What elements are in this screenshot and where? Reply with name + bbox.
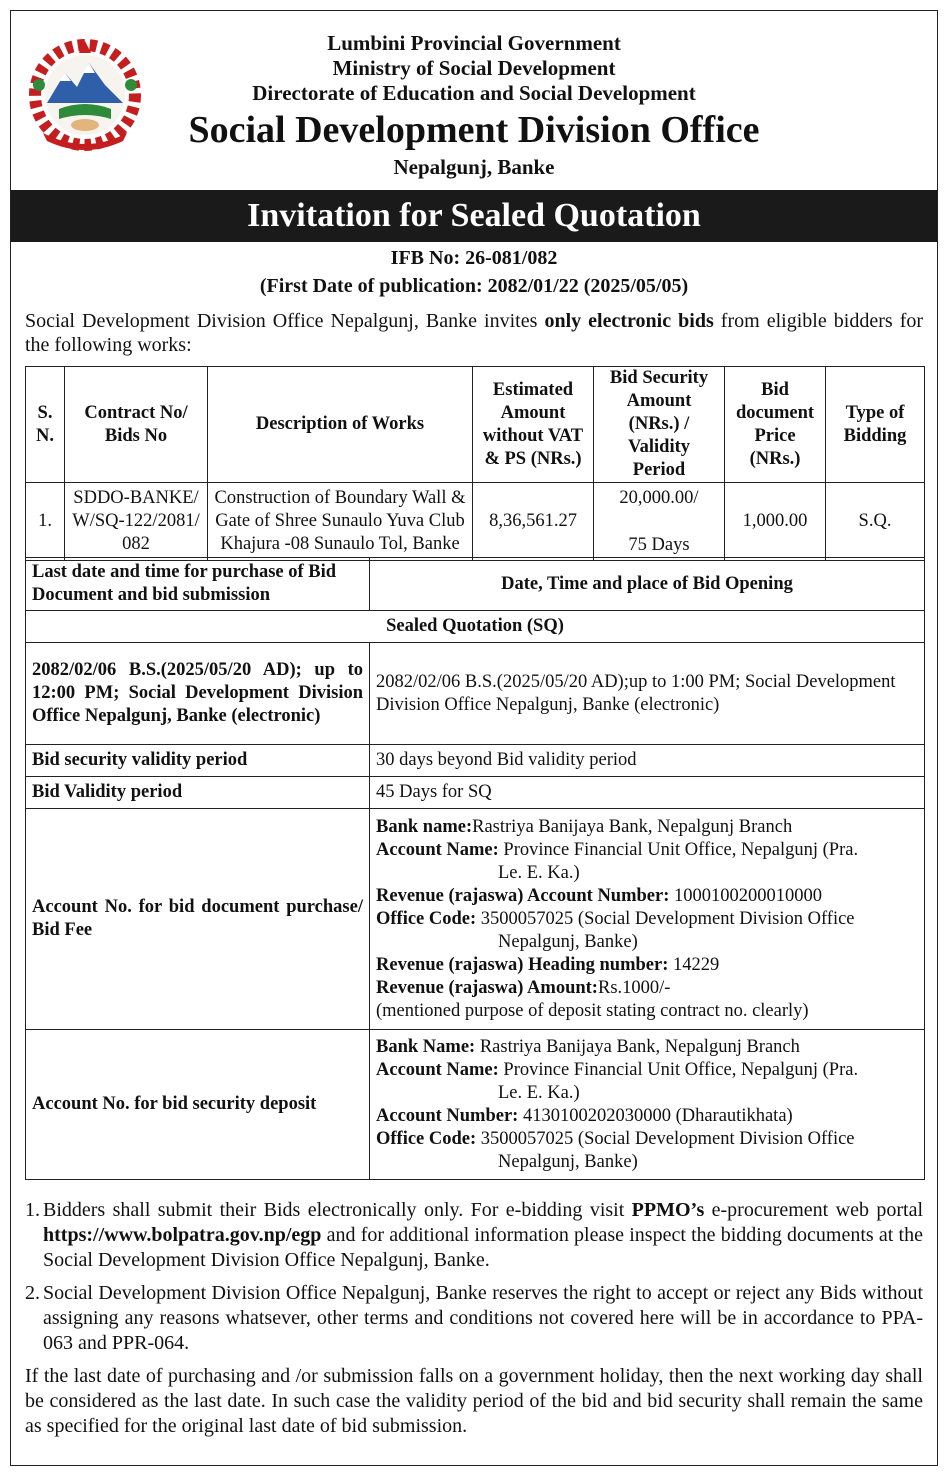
col-type: Type of Bidding — [826, 367, 925, 483]
bank-value: Rastriya Banijaya Bank, Nepalgunj Branch — [475, 1036, 800, 1057]
notes-section — [25, 1198, 923, 1439]
cell-type: S.Q. — [826, 483, 925, 561]
note-2 — [25, 1281, 923, 1356]
revenue-heading-key: Revenue (rajaswa) Heading number: — [376, 954, 669, 975]
office-location: Nepalgunj, Banke — [393, 155, 555, 179]
cell-security — [594, 483, 725, 561]
revenue-account-key: Revenue (rajaswa) Account Number: — [376, 885, 670, 906]
bank-value: Rastriya Banijaya Bank, Nepalgunj Branch — [472, 816, 793, 837]
col-security: Bid Security Amount (NRs.) / Validity Period — [594, 367, 725, 483]
office-code-value: 3500057025 (Social Development Division Office — [476, 1128, 855, 1149]
cell-estimate: 8,36,561.27 — [473, 483, 594, 561]
header-line-3: Directorate of Education and Social Development — [252, 81, 696, 105]
bid-validity-value: 45 Days for SQ — [370, 777, 925, 809]
account-name-value-cont: Le. E. Ka.) — [498, 862, 580, 883]
works-table — [25, 366, 925, 561]
revenue-amount-value: Rs.1000/- — [597, 977, 671, 998]
bank-key: Bank name: — [376, 816, 473, 837]
col-sn: S. N. — [26, 367, 65, 483]
works-header-row — [26, 367, 925, 483]
bid-validity-label: Bid Validity period — [26, 777, 370, 809]
office-code-value: 3500057025 (Social Development Division Office — [476, 908, 855, 929]
note-1 — [25, 1198, 923, 1273]
intro-text-end: from eligible bidders for the following works: — [25, 310, 924, 356]
bid-fee-account-label: Account No. for bid document purchase/ Bid Fee — [26, 809, 370, 1030]
intro-text: Social Development Division Office Nepalgunj, Banke invites — [25, 310, 545, 332]
security-period: 75 Days — [628, 535, 690, 555]
security-deposit-account-details — [370, 1030, 925, 1180]
bank-key: Bank Name: — [376, 1036, 476, 1057]
sealed-quotation-heading: Sealed Quotation (SQ) — [26, 611, 925, 643]
office-code-value-cont: Nepalgunj, Banke) — [498, 931, 638, 952]
bid-details-table — [25, 557, 925, 1180]
col-contract: Contract No/ Bids No — [65, 367, 208, 483]
revenue-account-value: 1000100200010000 — [669, 885, 823, 906]
intro-emphasis: only electronic bids — [544, 310, 714, 332]
submission-deadline: 2082/02/06 B.S.(2025/05/20 AD); up to 12:00 PM; Social Development Division Office Nepalgunj, Banke (electronic) — [26, 643, 370, 745]
holiday-clause: If the last date of purchasing and /or submission falls on a government holiday, then the next working day shall be considered as the last date. In such case the validity period of the bid and bid security shall remain the same as specified for the original last date of bid submission. — [25, 1365, 923, 1437]
invitation-banner: Invitation for Sealed Quotation — [11, 190, 937, 242]
opening-heading: Date, Time and place of Bid Opening — [370, 558, 925, 611]
security-deposit-account-label: Account No. for bid security deposit — [26, 1030, 370, 1180]
col-estimate: Estimated Amount without VAT & PS (NRs.) — [473, 367, 594, 483]
col-description: Description of Works — [208, 367, 473, 483]
header-line-1: Lumbini Provincial Government — [327, 31, 621, 55]
cell-doc-price: 1,000.00 — [725, 483, 826, 561]
table-row — [26, 483, 925, 561]
note-text: e-procurement web portal — [704, 1199, 923, 1221]
bid-fee-account-details — [370, 809, 925, 1030]
account-number-key: Account Number: — [376, 1105, 519, 1126]
account-name-value: Province Financial Unit Office, Nepalgunj (Pra. — [498, 839, 859, 860]
egp-portal-link[interactable]: https://www.bolpatra.gov.np/egp — [43, 1224, 322, 1246]
security-validity-label: Bid security validity period — [26, 745, 370, 777]
note-number: 1. — [25, 1199, 40, 1221]
account-number-value: 4130100202030000 (Dharautikhata) — [518, 1105, 793, 1126]
purchase-deadline-heading: Last date and time for purchase of Bid Document and bid submission — [26, 558, 370, 611]
cell-description: Construction of Boundary Wall & Gate of Shree Sunaulo Yuva Club Khajura -08 Sunaulo Tol, Banke — [208, 483, 473, 561]
note-text: and for additional information please inspect the bidding documents at the Social Development Division Office Nepalgunj, Banke. — [43, 1224, 923, 1271]
intro-paragraph — [25, 309, 923, 357]
security-validity-value: 30 days beyond Bid validity period — [370, 745, 925, 777]
deposit-note: (mentioned purpose of deposit stating contract no. clearly) — [376, 1000, 809, 1021]
opening-date-place: 2082/02/06 B.S.(2025/05/20 AD);up to 1:00 PM; Social Development Division Office Nepalgunj, Banke (electronic) — [370, 643, 925, 745]
office-code-key: Office Code: — [376, 1128, 477, 1149]
account-name-key: Account Name: — [376, 839, 499, 860]
ifb-number: IFB No: 26-081/082 — [390, 247, 558, 269]
security-amount: 20,000.00/ — [619, 488, 699, 508]
office-title: Social Development Division Office — [188, 109, 760, 151]
ppmo-name: PPMO’s — [631, 1199, 705, 1221]
notice-page — [10, 10, 938, 1466]
revenue-amount-key: Revenue (rajaswa) Amount: — [376, 977, 598, 998]
office-code-value-cont: Nepalgunj, Banke) — [498, 1151, 638, 1172]
account-name-key: Account Name: — [376, 1059, 499, 1080]
header-line-2: Ministry of Social Development — [332, 56, 616, 80]
cell-contract: SDDO-BANKE/W/SQ-122/2081/082 — [65, 483, 208, 561]
account-name-value: Province Financial Unit Office, Nepalgunj (Pra. — [498, 1059, 859, 1080]
note-text: Bidders shall submit their Bids electronically only. For e-bidding visit — [43, 1199, 632, 1221]
publication-date: (First Date of publication: 2082/01/22 (2025/05/05) — [259, 275, 689, 297]
note-text: Social Development Division Office Nepalgunj, Banke reserves the right to accept or reject any Bids without assigning any reasons whatsever, other terms and conditions not covered here will be in accordance to PPA-063 and PPR-064. — [43, 1282, 923, 1354]
account-name-value-cont: Le. E. Ka.) — [498, 1082, 580, 1103]
note-number: 2. — [25, 1282, 40, 1304]
col-doc-price: Bid document Price (NRs.) — [725, 367, 826, 483]
revenue-heading-value: 14229 — [668, 954, 720, 975]
cell-sn: 1. — [26, 483, 65, 561]
office-code-key: Office Code: — [376, 908, 477, 929]
